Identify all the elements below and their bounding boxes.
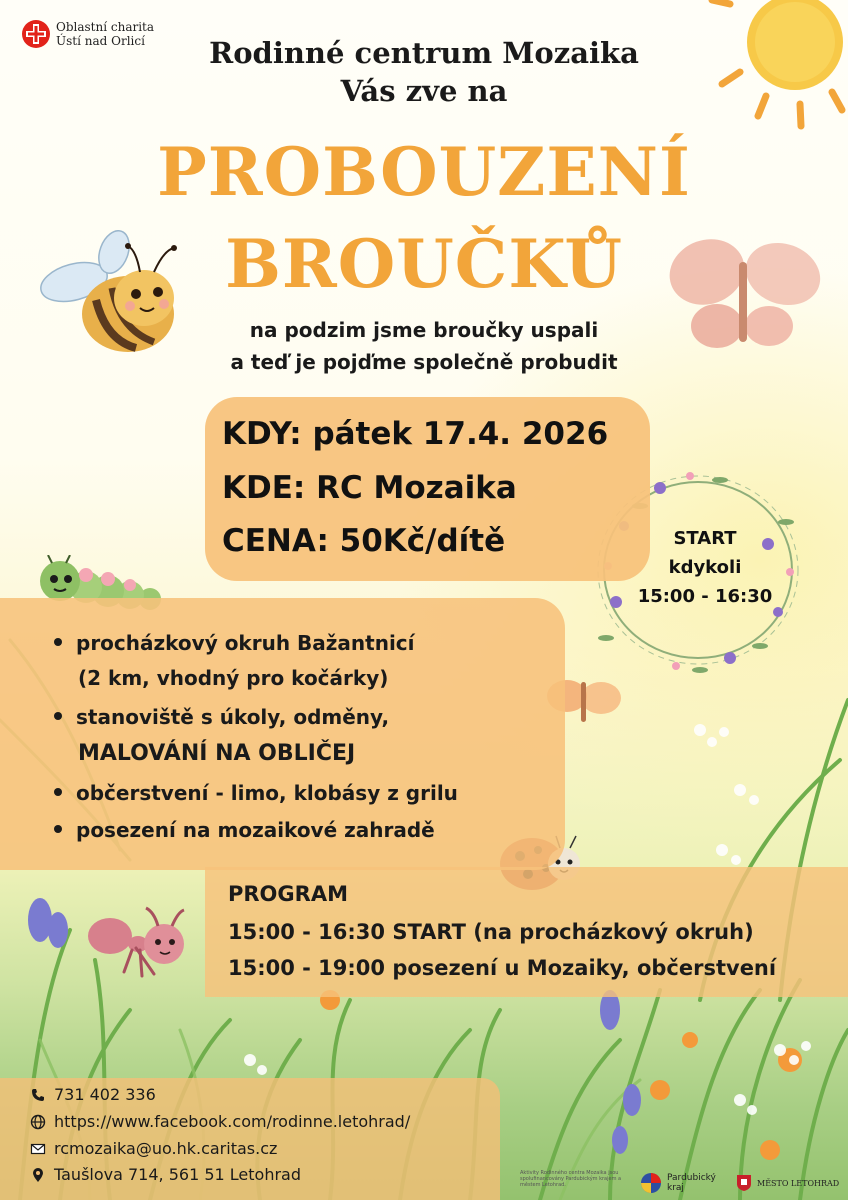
bullet-icon bbox=[54, 712, 62, 720]
sponsor1-line-2: kraj bbox=[667, 1183, 684, 1193]
contact-web bbox=[30, 1112, 410, 1131]
region-emblem-icon bbox=[640, 1172, 662, 1194]
contact-email bbox=[30, 1139, 277, 1158]
event-title bbox=[0, 126, 848, 310]
activity-item-highlight: MALOVÁNÍ NA OBLIČEJ bbox=[78, 741, 356, 766]
pardubicky-kraj-logo bbox=[640, 1172, 716, 1194]
detail-price: CENA: 50Kč/dítě bbox=[222, 523, 506, 559]
funding-note: Aktivity Rodinného centra Mozaika jsou spolufinancovány Pardubickým krajem a městem Letohrad. bbox=[520, 1170, 622, 1188]
start-badge bbox=[620, 524, 790, 611]
detail-when: KDY: pátek 17.4. 2026 bbox=[222, 416, 609, 452]
bullet-icon bbox=[54, 788, 62, 796]
logo-line-2: Ústí nad Orlicí bbox=[56, 34, 145, 48]
header-line-2: Vás zve na bbox=[340, 74, 508, 108]
sponsor2-label: MĚSTO LETOHRAD bbox=[757, 1178, 840, 1188]
program-item: 15:00 - 19:00 posezení u Mozaiky, občerstvení bbox=[228, 956, 777, 980]
program-item: 15:00 - 16:30 START (na procházkový okruh) bbox=[228, 920, 754, 944]
activity-item: procházkový okruh Bažantnicí bbox=[54, 631, 415, 655]
ant-illustration bbox=[84, 902, 192, 984]
event-title-line-2: BROUČKŮ bbox=[225, 225, 623, 303]
start-line-2: kdykoli bbox=[668, 557, 742, 578]
activity-item: občerstvení - limo, klobásy z grilu bbox=[54, 781, 458, 805]
invitation-header bbox=[0, 34, 848, 110]
bullet-icon bbox=[54, 638, 62, 646]
event-subtitle bbox=[0, 314, 848, 378]
activity-item-detail: (2 km, vhodný pro kočárky) bbox=[78, 666, 389, 690]
subtitle-line-2: a teď je pojďme společně probudit bbox=[230, 350, 618, 374]
mesto-letohrad-logo bbox=[736, 1174, 839, 1192]
sponsor1-line-1: Pardubický bbox=[667, 1173, 716, 1183]
envelope-icon bbox=[30, 1141, 46, 1157]
bullet-icon bbox=[54, 825, 62, 833]
activity-item: stanoviště s úkoly, odměny, bbox=[54, 705, 389, 729]
logo-line-1: Oblastní charita bbox=[56, 20, 155, 34]
location-pin-icon bbox=[30, 1167, 46, 1183]
phone-icon bbox=[30, 1087, 46, 1103]
town-crest-icon bbox=[736, 1174, 752, 1192]
event-title-line-1: PROBOUZENÍ bbox=[157, 133, 691, 211]
subtitle-line-1: na podzim jsme broučky uspali bbox=[249, 318, 599, 342]
start-line-1: START bbox=[673, 528, 737, 549]
program-heading: PROGRAM bbox=[228, 882, 348, 906]
globe-icon bbox=[30, 1114, 46, 1130]
start-line-3: 15:00 - 16:30 bbox=[637, 586, 773, 607]
facebook-link[interactable]: https://www.facebook.com/rodinne.letohrad/ bbox=[54, 1112, 411, 1131]
contact-phone: 731 402 336 bbox=[30, 1085, 156, 1104]
header-line-1: Rodinné centrum Mozaika bbox=[209, 36, 639, 70]
activity-item: posezení na mozaikové zahradě bbox=[54, 818, 435, 842]
detail-where: KDE: RC Mozaika bbox=[222, 470, 517, 506]
email-link[interactable]: rcmozaika@uo.hk.caritas.cz bbox=[54, 1139, 278, 1158]
contact-address: Taušlova 714, 561 51 Letohrad bbox=[30, 1165, 301, 1184]
